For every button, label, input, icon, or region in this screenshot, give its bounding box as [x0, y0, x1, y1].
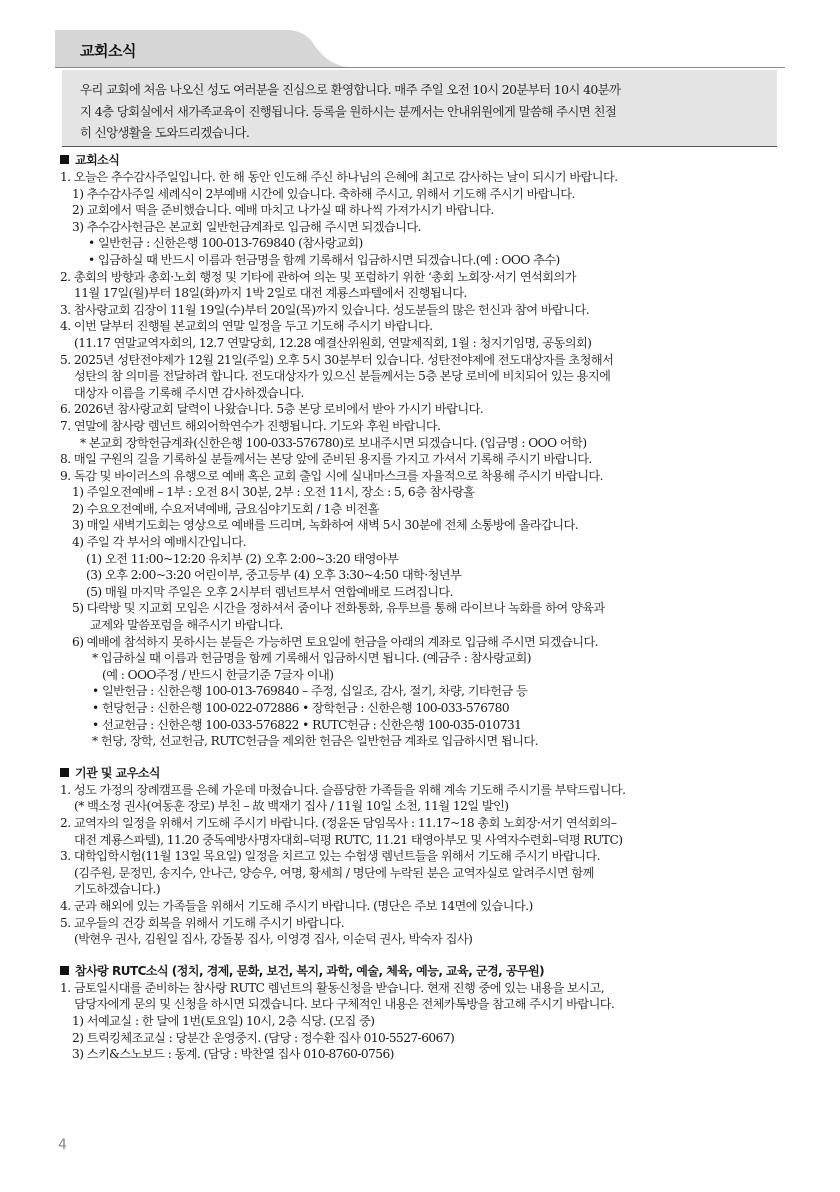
section-gap [60, 750, 785, 764]
news-line: 1) 서예교실 : 한 달에 1번(토요일) 10시, 2층 식당. (모집 중) [72, 1013, 375, 1028]
section-title: 참사랑 RUTC소식 (정치, 경제, 문화, 보건, 복지, 과학, 예술, 체육, 예능, 교육, 군경, 공무원) [75, 963, 545, 978]
header-band [55, 30, 785, 68]
news-line: 1) 주일오전예배 – 1부 : 오전 8시 30분, 2부 : 오전 11시, 장소 : 5, 6층 참사랑홀 [72, 485, 475, 500]
news-line: 2) 수요오전예배, 수요저녁예배, 금요심야기도회 / 1층 비전홀 [72, 501, 379, 516]
news-line: 3) 스키&스노보드 : 동계. (담당 : 박찬열 집사 010-8760-0756) [72, 1047, 394, 1062]
news-line: 6. 2026년 참사랑교회 달력이 나왔습니다. 5층 본당 로비에서 받아 가시기 바랍니다. [60, 402, 484, 417]
news-line: 4. 이번 달부터 진행될 본교회의 연말 일정을 두고 기도해 주시기 바랍니다. [60, 319, 433, 334]
news-line: (5) 매월 마지막 주일은 오후 2시부터 렘넌트부서 연합예배로 드려집니다. [86, 584, 453, 599]
news-line: 대전 계룡스파텔), 11.20 중독예방사명자대회–덕평 RUTC, 11.21 태영아부모 및 사역자수련회–덕평 RUTC) [74, 832, 623, 847]
news-line: • 입금하실 때 반드시 이름과 헌금명을 함께 기록해서 입금하시면 되겠습니다.(예 : OOO 추수) [88, 252, 560, 267]
news-line: 2) 교회에서 떡을 준비했습니다. 예배 마치고 나가실 때 하나씩 가져가시기 바랍니다. [72, 203, 494, 218]
news-line: 3) 추수감사헌금은 본교회 일반헌금계좌로 입금해 주시면 되겠습니다. [72, 219, 421, 234]
news-line: 교제와 말씀포럼을 해주시기 바랍니다. [90, 618, 283, 633]
news-line: 1) 추수감사주일 세례식이 2부예배 시간에 있습니다. 축하해 주시고, 위해서 기도해 주시기 바랍니다. [72, 186, 575, 201]
page-number: 4 [58, 1137, 67, 1153]
news-line: 7. 연말에 참사랑 렘넌트 해외어학연수가 진행됩니다. 기도와 후원 바랍니다. [60, 418, 441, 433]
news-line: 3. 참사랑교회 김장이 11월 19일(수)부터 20일(목)까지 있습니다. 성도분들의 많은 헌신과 참여 바랍니다. [60, 302, 590, 317]
news-line: 3) 매일 새벽기도회는 영상으로 예배를 드리며, 녹화하여 새벽 5시 30분에 전체 소통방에 올라갑니다. [72, 518, 579, 533]
news-line: * 입금하실 때 이름과 헌금명을 함께 기록해서 입금하시면 됩니다. (예금주 : 참사랑교회) [92, 651, 531, 666]
news-line: 4. 군과 해외에 있는 가족들을 위해서 기도해 주시기 바랍니다. (명단은 주보 14면에 있습니다.) [60, 898, 533, 913]
news-line: 5. 교우들의 건강 회복을 위해서 기도해 주시기 바랍니다. [60, 915, 345, 930]
news-line: (* 백소정 권사(여동훈 장로) 부친 – 故 백재기 집사 / 11월 10일 소천, 11월 12일 발인) [74, 799, 509, 814]
news-line: (11.17 연말교역자회의, 12.7 연말당회, 12.28 예결산위원회, 연말제직회, 1월 : 청지기임명, 공동의회) [74, 335, 592, 350]
news-line: 1. 오늘은 추수감사주일입니다. 한 해 동안 인도해 주신 하나님의 은혜에 최고로 감사하는 날이 되시기 바랍니다. [60, 170, 618, 184]
news-line: 기도하겠습니다.) [74, 882, 161, 897]
welcome-divider [62, 146, 777, 147]
news-line: 5) 다락방 및 지교회 모임은 시간을 정하셔서 줌이나 전화통화, 유투브를 통해 라이브나 녹화를 하여 양육과 [72, 601, 605, 616]
square-bullet-icon [60, 966, 69, 975]
news-line: • 일반헌금 : 신한은행 100-013-769840 – 주정, 십일조, 감사, 절기, 차량, 기타헌금 등 [92, 684, 528, 699]
section-title: 기관 및 교우소식 [75, 765, 161, 780]
welcome-box [62, 70, 777, 146]
section-heading [60, 764, 785, 782]
welcome-line: 지 4층 당회실에서 새가족교육이 진행됩니다. 등록을 원하시는 분께서는 안내위원에게 말씀해 주시면 친절 [80, 103, 617, 119]
news-line: 6) 예배에 참석하지 못하시는 분들은 가능하면 토요일에 헌금을 아래의 계좌로 입금해 주시면 되겠습니다. [72, 634, 598, 649]
news-line: 1. 성도 가정의 장례캠프를 은혜 가운데 마쳤습니다. 슬픔당한 가족들을 위해 계속 기도해 주시기를 부탁드립니다. [60, 782, 626, 797]
welcome-line: 히 신앙생활을 도와드리겠습니다. [80, 125, 250, 140]
news-line: 성탄의 참 의미를 전달하려 합니다. 전도대상자가 있으신 분들께서는 5층 본당 로비에 비치되어 있는 용지에 [74, 369, 611, 384]
header-band-shape [55, 30, 785, 68]
news-line: 11월 17일(월)부터 18일(화)까지 1박 2일로 대전 계룡스파텔에서 진행됩니다. [74, 286, 467, 301]
news-line: 2. 총회의 방향과 총회·노회 행정 및 기타에 관하여 의논 및 포럼하기 위한 ‘총회 노회장·서기 연석회의가 [60, 269, 576, 284]
news-line: (예 : OOO주정 / 반드시 한글기준 7글자 이내) [102, 667, 334, 682]
section-title: 교회소식 [75, 153, 120, 167]
news-line: 8. 매일 구원의 길을 기록하실 분들께서는 본당 앞에 준비된 용지를 가지고 가셔서 기록해 주시기 바랍니다. [60, 452, 592, 467]
news-content [60, 151, 785, 1063]
page-title: 교회소식 [80, 42, 136, 60]
square-bullet-icon [60, 768, 69, 777]
square-bullet-icon [60, 155, 69, 164]
news-line: 4) 주일 각 부서의 예배시간입니다. [72, 535, 246, 550]
news-line: 2) 트릭킹체조교실 : 당분간 운영중지. (담당 : 정수환 집사 010-5527-6067) [72, 1030, 455, 1045]
section-heading [60, 151, 785, 169]
news-line: * 헌당, 장학, 선교헌금, RUTC헌금을 제외한 헌금은 일반헌금 계좌로 입금하시면 됩니다. [92, 734, 538, 749]
welcome-line: 우리 교회에 처음 나오신 성도 여러분을 진심으로 환영합니다. 매주 주일 오전 10시 20분부터 10시 40분까 [80, 82, 621, 97]
news-line: 담당자에게 문의 및 신청을 하시면 되겠습니다. 보다 구체적인 내용은 전체카톡방을 참고해 주시기 바랍니다. [74, 997, 615, 1012]
news-line: (박현우 권사, 김원일 집사, 강돌봉 집사, 이영경 집사, 이순덕 권사, 박숙자 집사) [74, 932, 473, 947]
news-line: 1. 금토일시대를 준비하는 참사랑 RUTC 렘넌트의 활동신청을 받습니다. 현재 진행 중에 있는 내용을 보시고, [60, 980, 605, 995]
news-line: 대상자 이름을 기록해 주시면 감사하겠습니다. [74, 385, 304, 400]
news-line: * 본교회 장학헌금계좌(신한은행 100-033-576780)로 보내주시면 되겠습니다. (입금명 : OOO 어학) [80, 435, 587, 450]
news-line: 9. 독감 및 바이러스의 유행으로 예배 혹은 교회 출입 시에 실내마스크를 자율적으로 착용해 주시기 바랍니다. [60, 468, 603, 483]
news-line: 5. 2025년 성탄전야제가 12월 21일(주일) 오후 5시 30분부터 있습니다. 성탄전야제에 전도대상자를 초청해서 [60, 352, 614, 367]
news-line: • 헌당헌금 : 신한은행 100-022-072886 • 장학헌금 : 신한은행 100-033-576780 [92, 701, 510, 715]
news-line: 2. 교역자의 일정을 위해서 기도해 주시기 바랍니다. (정윤돈 담임목사 : 11.17~18 총회 노회장·서기 연석회의– [60, 815, 617, 830]
news-line: (3) 오후 2:00~3:20 어린이부, 중고등부 (4) 오후 3:30~4:50 대학·청년부 [86, 568, 462, 583]
news-line: • 선교헌금 : 신한은행 100-033-576822 • RUTC헌금 : 신한은행 100-035-010731 [92, 717, 522, 732]
news-line: (김주원, 문정민, 송지수, 안나근, 양승우, 여명, 황세희 / 명단에 누락된 분은 교역자실로 알려주시면 함께 [74, 865, 594, 880]
news-line: • 일반헌금 : 신한은행 100-013-769840 (참사랑교회) [88, 236, 363, 251]
news-line: (1) 오전 11:00~12:20 유치부 (2) 오후 2:00~3:20 태영아부 [86, 551, 399, 566]
news-line: 3. 대학입학시험(11월 13일 목요일) 일정을 치르고 있는 수험생 렘넌트들을 위해서 기도해 주시기 바랍니다. [60, 849, 600, 864]
section-heading [60, 962, 785, 980]
section-gap [60, 948, 785, 962]
